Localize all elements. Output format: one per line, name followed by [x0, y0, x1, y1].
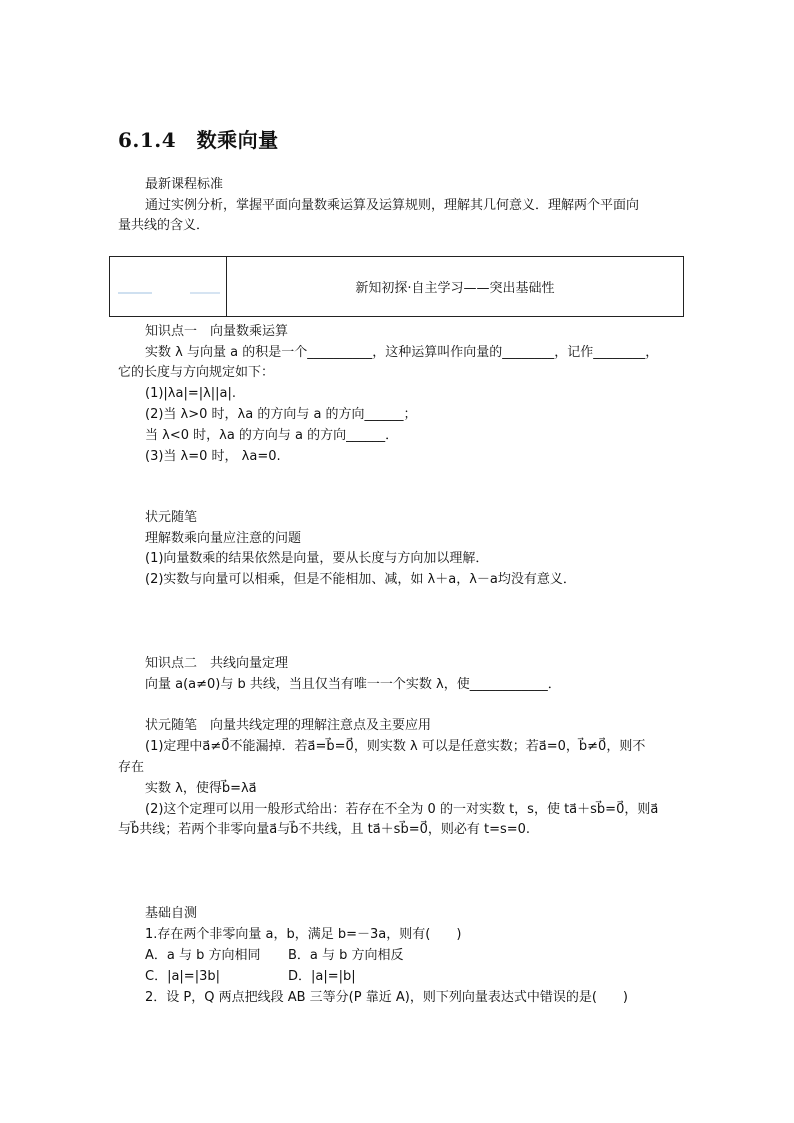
- standard-heading: 最新课程标准: [145, 177, 224, 192]
- section-banner: [109, 256, 684, 317]
- note1-line-1: 理解数乘向量应注意的问题: [145, 531, 302, 546]
- kp1-heading: 知识点一 向量数乘运算: [145, 324, 289, 339]
- page-title: 6.1.4 数乘向量: [118, 128, 279, 152]
- question-1: 1.存在两个非零向量 a，b，满足 b=－3a，则有( ): [145, 927, 462, 942]
- kp2-line-1: 向量 a(a≠0)与 b 共线，当且仅当有唯一一个实数 λ，使____________．: [145, 677, 561, 692]
- question-1-option-c: C．|a|=|3b|: [145, 969, 220, 984]
- question-1-option-a: A．a 与 b 方向相同: [145, 948, 261, 963]
- kp1-line-5: 当 λ<0 时，λa 的方向与 a 的方向______．: [145, 428, 399, 443]
- kp1-line-1: 实数 λ 与向量 a 的积是一个__________，这种运算叫作向量的________，记作________，: [145, 345, 659, 360]
- note2-line-1: (1)定理中a⃗≠0⃗不能漏掉．若a⃗=b⃗=0⃗，则实数 λ 可以是任意实数；若a⃗=0，b⃗≠0⃗，则不: [145, 739, 646, 754]
- banner-image-cell: [110, 257, 227, 316]
- question-1-option-d: D．|a|=|b|: [288, 969, 356, 984]
- selftest-heading: 基础自测: [145, 906, 198, 921]
- question-1-option-b: B．a 与 b 方向相反: [288, 948, 404, 963]
- note1-heading: 状元随笔: [145, 510, 198, 525]
- kp2-heading: 知识点二 共线向量定理: [145, 656, 289, 671]
- note1-line-3: (2)实数与向量可以相乘，但是不能相加、减，如 λ＋a，λ－a均没有意义．: [145, 572, 576, 587]
- question-2: 2．设 P，Q 两点把线段 AB 三等分(P 靠近 A)，则下列向量表达式中错误的是( ): [145, 990, 628, 1005]
- note2-line-5: 与b⃗共线；若两个非零向量a⃗与b⃗不共线，且 ta⃗＋sb⃗=0⃗，则必有 t=s=0.: [118, 822, 531, 837]
- kp1-line-2: 它的长度与方向规定如下：: [118, 365, 275, 380]
- banner-decoration: [118, 292, 152, 294]
- banner-decoration: [190, 292, 220, 294]
- note2-line-3: 实数 λ，使得b⃗=λa⃗: [145, 781, 257, 796]
- standard-text-line-1: 通过实例分析，掌握平面向量数乘运算及运算规则，理解其几何意义．理解两个平面向: [145, 198, 640, 213]
- note2-line-2: 存在: [118, 760, 145, 775]
- note1-line-2: (1)向量数乘的结果依然是向量，要从长度与方向加以理解．: [145, 551, 489, 566]
- kp1-line-6: (3)当 λ=0 时， λa=0.: [145, 449, 281, 464]
- kp1-line-3: (1)|λa|=|λ||a|.: [145, 386, 237, 401]
- kp1-line-4: (2)当 λ>0 时，λa 的方向与 a 的方向______；: [145, 407, 417, 422]
- note2-heading: 状元随笔 向量共线定理的理解注意点及主要应用: [145, 718, 432, 733]
- note2-line-4: (2)这个定理可以用一般形式给出：若存在不全为 0 的一对实数 t，s，使 ta⃗＋sb⃗=0⃗，则a⃗: [145, 802, 659, 817]
- banner-heading: 新知初探·自主学习——突出基础性: [355, 281, 555, 296]
- standard-text-line-2: 量共线的含义．: [118, 218, 210, 233]
